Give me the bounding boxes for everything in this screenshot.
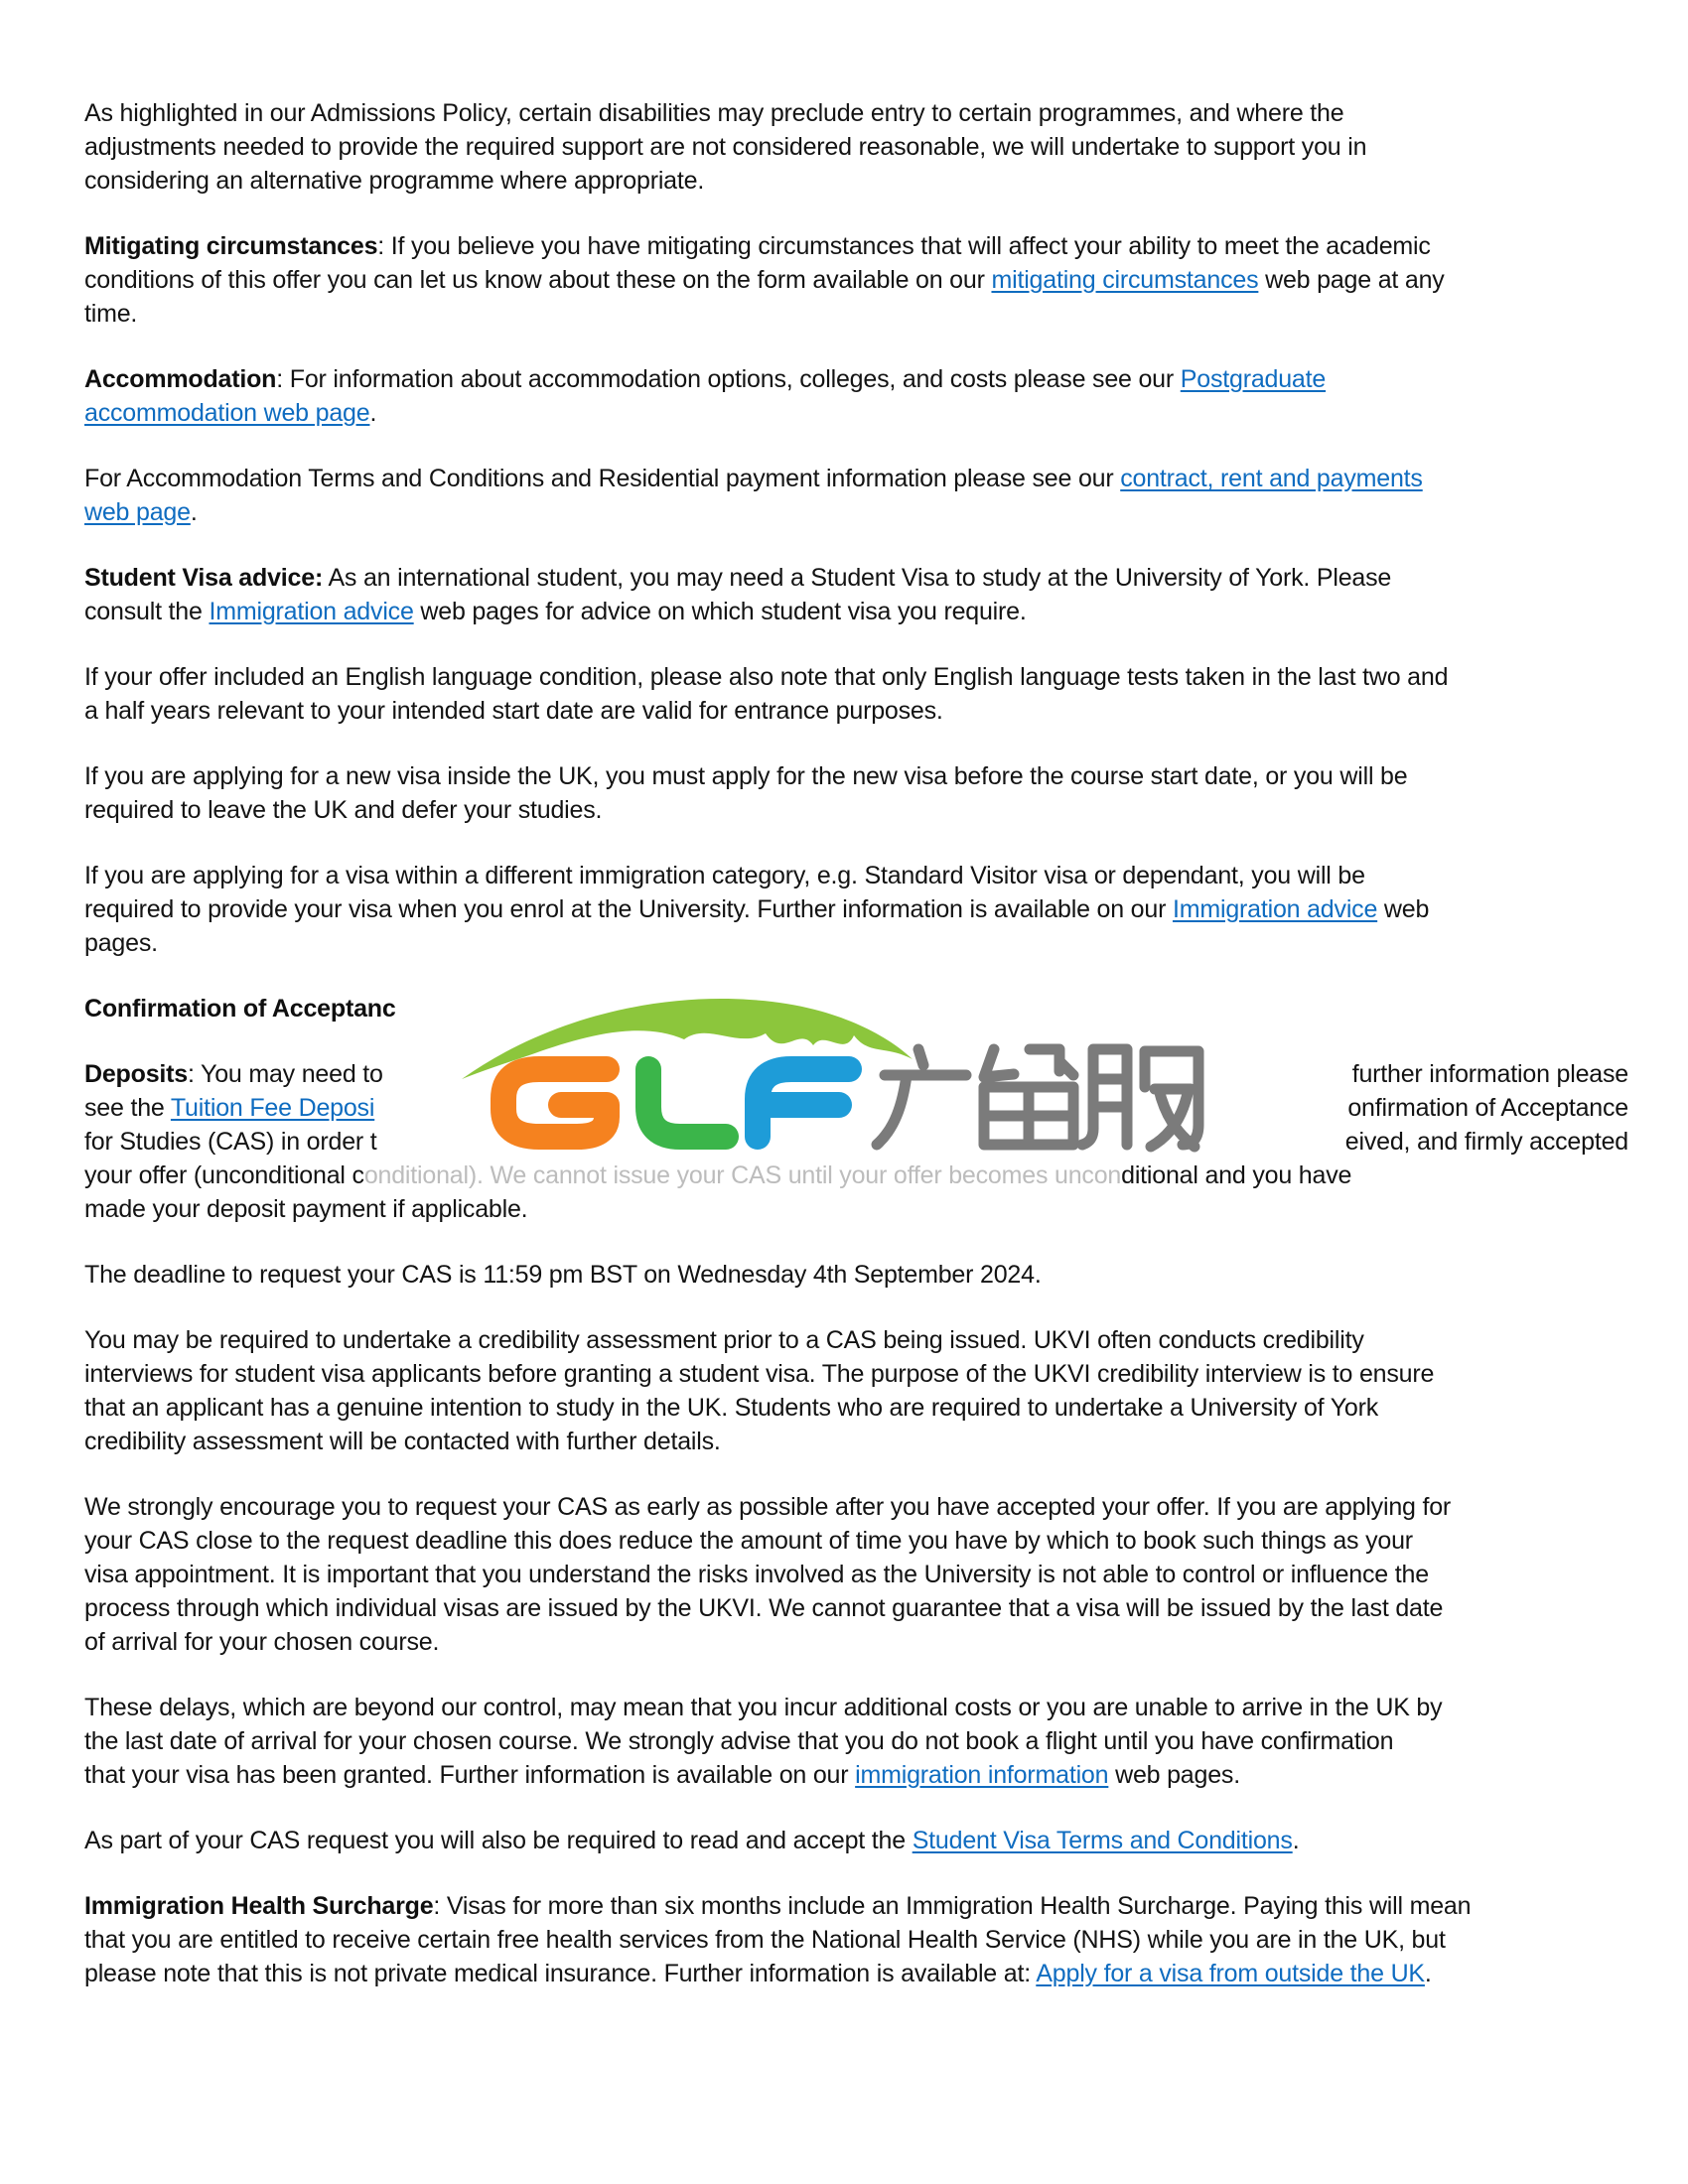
bold-text: Deposits bbox=[84, 1060, 188, 1088]
text: process through which individual visas are issued by the UKVI. We cannot guarantee that a visa will be issued by the last date bbox=[84, 1594, 1444, 1622]
text-line bbox=[84, 859, 1628, 892]
document-body-bottom bbox=[84, 1258, 1628, 1990]
text: web page at any bbox=[1258, 266, 1445, 294]
logo-letter-l bbox=[648, 1069, 726, 1137]
text-line bbox=[84, 1524, 1628, 1558]
paragraph-cas-deadline bbox=[84, 1258, 1628, 1292]
text: made your deposit payment if applicable. bbox=[84, 1195, 528, 1223]
text: visa appointment. It is important that you understand the risks involved as the University is not able to control or influence the bbox=[84, 1561, 1429, 1588]
text-line bbox=[84, 297, 1628, 331]
text: We strongly encourage you to request your CAS as early as possible after you have accepted your offer. If you are applying for bbox=[84, 1493, 1452, 1521]
bold-text: Confirmation of Acceptanc bbox=[84, 995, 396, 1023]
text: If you are applying for a new visa inside the UK, you must apply for the new visa before the course start date, or you will be bbox=[84, 762, 1408, 790]
right-fragment bbox=[1345, 1125, 1628, 1159]
text: the last date of arrival for your chosen course. We strongly advise that you do not book a flight until you have confirmation bbox=[84, 1727, 1394, 1755]
watermark-zone bbox=[84, 992, 1628, 1226]
paragraph-cas-terms bbox=[84, 1824, 1628, 1857]
text-line bbox=[84, 1323, 1628, 1357]
text: As an international student, you may need a Student Visa to study at the University of York. Please bbox=[323, 564, 1392, 592]
paragraph-mitigating-circumstances bbox=[84, 229, 1628, 331]
right-fragment bbox=[1352, 1057, 1628, 1091]
bold-text: Student Visa advice: bbox=[84, 564, 324, 592]
text: of arrival for your chosen course. bbox=[84, 1628, 440, 1656]
text: adjustments needed to provide the required support are not considered reasonable, we will undertake to support you in bbox=[84, 133, 1367, 161]
text-line bbox=[84, 1558, 1628, 1591]
text: credibility assessment will be contacted with further details. bbox=[84, 1428, 721, 1455]
text: web bbox=[1377, 895, 1430, 923]
text-line bbox=[84, 1758, 1628, 1792]
link[interactable]: Student Visa Terms and Conditions bbox=[912, 1827, 1293, 1854]
text: If your offer included an English language condition, please also note that only English language tests taken in the last two and bbox=[84, 663, 1449, 691]
logo-cjk-fu bbox=[1082, 1049, 1198, 1147]
logo-cjk-guang bbox=[877, 1049, 966, 1145]
text: required to leave the UK and defer your studies. bbox=[84, 796, 603, 824]
text: . bbox=[1292, 1827, 1300, 1854]
text: that your visa has been granted. Further information is available on our bbox=[84, 1761, 856, 1789]
text: The deadline to request your CAS is 11:59 pm BST on Wednesday 4th September 2024. bbox=[84, 1261, 1042, 1289]
link[interactable]: contract, rent and payments bbox=[1120, 465, 1423, 492]
text-line bbox=[84, 892, 1628, 926]
text: conditions of this offer you can let us know about these on the form available on our bbox=[84, 266, 992, 294]
text: web pages. bbox=[1108, 1761, 1240, 1789]
text-line bbox=[84, 793, 1628, 827]
text-line bbox=[84, 1425, 1628, 1458]
text-line bbox=[84, 1357, 1628, 1391]
link[interactable]: Immigration advice bbox=[1172, 895, 1378, 923]
document-body-top bbox=[84, 96, 1628, 960]
text-line bbox=[84, 1724, 1628, 1758]
text-line bbox=[84, 561, 1628, 595]
text: a half years relevant to your intended start date are valid for entrance purposes. bbox=[84, 697, 943, 725]
text: for Studies (CAS) in order t bbox=[84, 1128, 377, 1156]
text-line bbox=[84, 229, 1628, 263]
text: pages. bbox=[84, 929, 158, 957]
link[interactable]: web page bbox=[84, 498, 191, 526]
text: : For information about accommodation options, colleges, and costs please see our bbox=[276, 365, 1181, 393]
link[interactable]: immigration information bbox=[855, 1761, 1109, 1789]
paragraph-different-immigration-category bbox=[84, 859, 1628, 960]
logo-cjk-liu bbox=[984, 1049, 1073, 1145]
text: further information please bbox=[1351, 1060, 1628, 1088]
paragraph-request-cas-early bbox=[84, 1490, 1628, 1659]
text: consult the bbox=[84, 598, 210, 625]
paragraph-student-visa-advice bbox=[84, 561, 1628, 628]
text-line bbox=[84, 495, 1628, 529]
text: You may be required to undertake a credibility assessment prior to a CAS being issued. UKVI often conducts credibility bbox=[84, 1326, 1364, 1354]
text-line bbox=[84, 96, 1628, 130]
text-line bbox=[84, 396, 1628, 430]
paragraph-delays bbox=[84, 1691, 1628, 1792]
text: . bbox=[190, 498, 198, 526]
text-line bbox=[84, 1923, 1628, 1957]
link[interactable]: mitigating circumstances bbox=[991, 266, 1259, 294]
link[interactable]: Apply for a visa from outside the UK bbox=[1036, 1960, 1425, 1987]
text-line bbox=[84, 660, 1628, 694]
paragraph-immigration-health-surcharge bbox=[84, 1889, 1628, 1990]
text: : If you believe you have mitigating circumstances that will affect your ability to meet the academic bbox=[377, 232, 1431, 260]
text-line bbox=[84, 926, 1628, 960]
watermark-logo bbox=[402, 988, 1316, 1153]
right-fragment bbox=[1347, 1091, 1628, 1125]
text: : You may need to bbox=[187, 1060, 383, 1088]
link[interactable]: Immigration advice bbox=[209, 598, 414, 625]
bold-text: Mitigating circumstances bbox=[84, 232, 378, 260]
link[interactable]: accommodation web page bbox=[84, 399, 370, 427]
watermark-logo-graphic bbox=[402, 988, 1316, 1153]
text: If you are applying for a visa within a different immigration category, e.g. Standard Visitor visa or dependant, you will be bbox=[84, 862, 1365, 889]
text-line bbox=[84, 130, 1628, 164]
text: For Accommodation Terms and Conditions and Residential payment information please see our bbox=[84, 465, 1121, 492]
text: required to provide your visa when you enrol at the University. Further information is available on our bbox=[84, 895, 1173, 923]
text: your offer (unconditional c bbox=[84, 1161, 364, 1189]
text-line bbox=[84, 462, 1628, 495]
text: web pages for advice on which student visa you require. bbox=[413, 598, 1027, 625]
text-line bbox=[84, 1490, 1628, 1524]
text-line bbox=[84, 1824, 1628, 1857]
text-line bbox=[84, 694, 1628, 728]
text-line bbox=[84, 1889, 1628, 1923]
text: your CAS close to the request deadline this does reduce the amount of time you have by which to book such things as your bbox=[84, 1527, 1413, 1555]
paragraph-new-visa-inside-uk bbox=[84, 759, 1628, 827]
text-line bbox=[84, 1957, 1628, 1990]
paragraph-admissions-policy bbox=[84, 96, 1628, 198]
text: : Visas for more than six months include an Immigration Health Surcharge. Paying this will mean bbox=[433, 1892, 1472, 1920]
text: These delays, which are beyond our control, may mean that you incur additional costs or you are unable to arrive in the UK by bbox=[84, 1694, 1443, 1721]
link[interactable]: Postgraduate bbox=[1180, 365, 1327, 393]
text-line bbox=[84, 1192, 1628, 1226]
text: As highlighted in our Admissions Policy, certain disabilities may preclude entry to certain programmes, and where the bbox=[84, 99, 1344, 127]
text: please note that this is not private medical insurance. Further information is available at: bbox=[84, 1960, 1037, 1987]
paragraph-english-language bbox=[84, 660, 1628, 728]
text-line bbox=[84, 1691, 1628, 1724]
text: interviews for student visa applicants before granting a student visa. The purpose of the UKVI credibility interview is to ensure bbox=[84, 1360, 1435, 1388]
text-line bbox=[84, 595, 1628, 628]
text-line bbox=[84, 759, 1628, 793]
text: . bbox=[369, 399, 377, 427]
text: see the bbox=[84, 1094, 171, 1122]
text: As part of your CAS request you will also be required to read and accept the bbox=[84, 1827, 913, 1854]
text: time. bbox=[84, 300, 138, 328]
paragraph-accommodation bbox=[84, 362, 1628, 430]
text: that an applicant has a genuine intention to study in the UK. Students who are required to undertake a University of York bbox=[84, 1394, 1379, 1422]
text: considering an alternative programme where appropriate. bbox=[84, 167, 705, 195]
text: eived, and firmly accepted bbox=[1344, 1128, 1628, 1156]
text: ditional and you have bbox=[1121, 1161, 1352, 1189]
text: . bbox=[1424, 1960, 1432, 1987]
faint-text: onditional). We cannot issue your CAS until your offer becomes uncon bbox=[363, 1161, 1122, 1189]
text: that you are entitled to receive certain free health services from the National Health Service (NHS) while you are in the UK, but bbox=[84, 1926, 1446, 1954]
text: onfirmation of Acceptance bbox=[1347, 1094, 1628, 1122]
text-line bbox=[84, 1591, 1628, 1625]
text-line bbox=[84, 1625, 1628, 1659]
link[interactable]: Tuition Fee Deposi bbox=[170, 1094, 375, 1122]
text-line bbox=[84, 1391, 1628, 1425]
logo-letter-g bbox=[503, 1069, 607, 1137]
text-line bbox=[84, 362, 1628, 396]
bold-text: Immigration Health Surcharge bbox=[84, 1892, 434, 1920]
text-line bbox=[84, 164, 1628, 198]
text-line bbox=[84, 1258, 1628, 1292]
text-line bbox=[84, 1159, 1628, 1192]
paragraph-accommodation-terms bbox=[84, 462, 1628, 529]
text-line bbox=[84, 263, 1628, 297]
paragraph-credibility-assessment bbox=[84, 1323, 1628, 1458]
bold-text: Accommodation bbox=[84, 365, 277, 393]
logo-letter-f bbox=[758, 1069, 849, 1137]
